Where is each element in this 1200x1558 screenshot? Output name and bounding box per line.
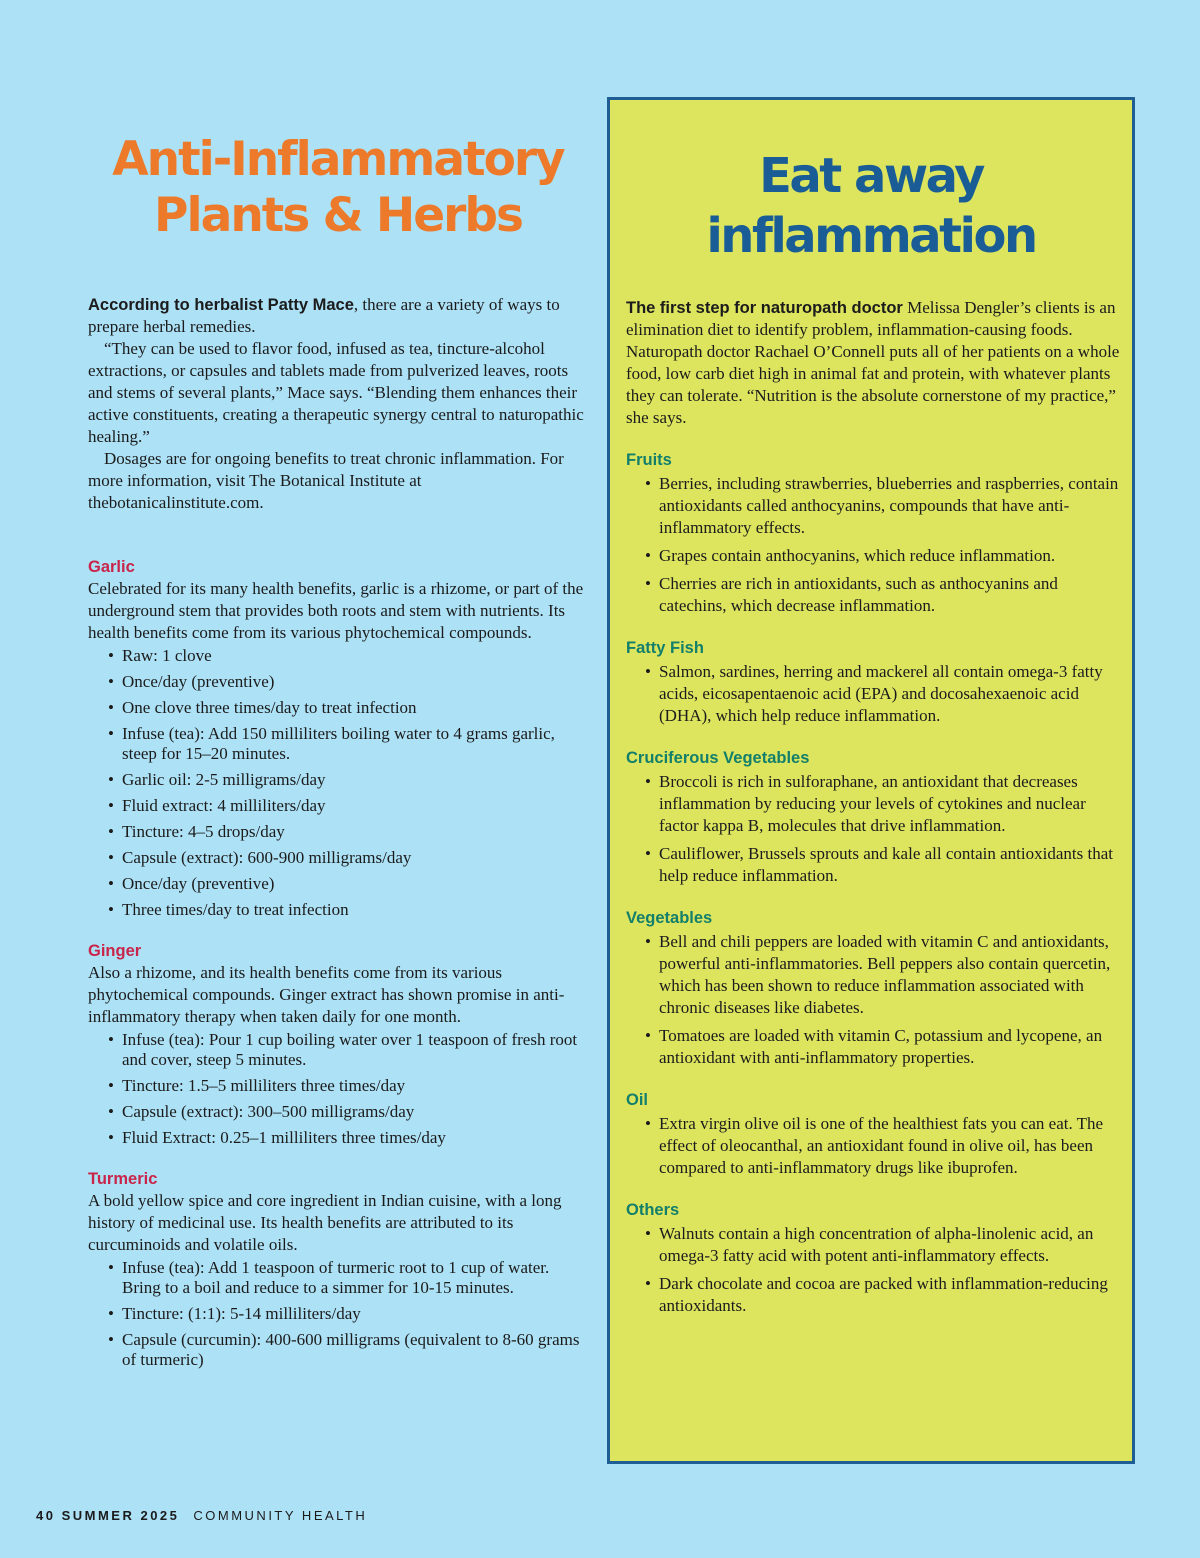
herb-turmeric [88, 1168, 588, 1370]
list-item: • Salmon, sardines, herring and mackerel all contain omega-3 fatty acids, eicosapentaenoic acid (EPA) and docosahexaenoic acid (DHA), which help reduce inflammation. [659, 661, 1126, 727]
sidebar-intro-rest: Melissa Dengler’s clients is an elimination diet to identify problem, inflammation-causing foods. Naturopath doctor Rachael O’Connell puts all of her patients on a whole food, low carb diet high in animal fat and protein, with whatever plants they can tolerate. “Nutrition is the absolute cornerstone of my practice,” she says. [626, 298, 1120, 427]
section-heading: Oil [626, 1091, 649, 1109]
herb-description: A bold yellow spice and core ingredient in Indian cuisine, with a long history of medicinal use. Its health benefits are attributed to its curcuminoids and volatile oils. [88, 1191, 562, 1254]
herb-heading: Ginger [88, 942, 142, 960]
list-item: • Capsule (extract): 600-900 milligrams/day [122, 848, 588, 868]
list-item: • Infuse (tea): Add 150 milliliters boiling water to 4 grams garlic, steep for 15–20 minutes. [122, 724, 588, 764]
list-item: • Three times/day to treat infection [122, 900, 588, 920]
herb-dosage-list [88, 646, 588, 920]
list-item: • Tomatoes are loaded with vitamin C, potassium and lycopene, an antioxidant with anti-inflammatory properties. [659, 1025, 1126, 1069]
list-item: • Tincture: (1:1): 5-14 milliliters/day [122, 1304, 588, 1324]
sidebar-title [610, 146, 1132, 266]
article-title-line-1: Anti-Inflammatory [112, 132, 564, 187]
herb-heading: Turmeric [88, 1170, 158, 1188]
list-item: • Walnuts contain a high concentration of alpha-linolenic acid, an omega-3 fatty acid with potent anti-inflammatory effects. [659, 1223, 1126, 1267]
list-item: • Cauliflower, Brussels sprouts and kale all contain antioxidants that help reduce inflammation. [659, 843, 1126, 887]
article-title [78, 132, 598, 244]
list-item: • Capsule (extract): 300–500 milligrams/day [122, 1102, 588, 1122]
sidebar-box [607, 97, 1135, 1464]
section-list [626, 931, 1126, 1069]
article-title-line-2: Plants & Herbs [154, 188, 522, 243]
section-fatty-fish [626, 637, 1126, 727]
sidebar-intro [626, 297, 1126, 429]
list-item: • Berries, including strawberries, blueberries and raspberries, contain antioxidants called anthocyanins, compounds that have anti-inflammatory effects. [659, 473, 1126, 539]
herb-ginger [88, 940, 588, 1148]
list-item: • Once/day (preventive) [122, 672, 588, 692]
folio-publication: COMMUNITY HEALTH [193, 1508, 368, 1523]
list-item: • Fluid Extract: 0.25–1 milliliters three times/day [122, 1128, 588, 1148]
herb-description: Also a rhizome, and its health benefits come from its various phytochemical compounds. Ginger extract has shown promise in anti-inflammatory therapy when taken daily for one month. [88, 963, 565, 1026]
section-list [626, 661, 1126, 727]
section-heading: Fatty Fish [626, 639, 704, 657]
section-vegetables [626, 907, 1126, 1069]
section-cruciferous-vegetables [626, 747, 1126, 887]
sidebar-intro-lead: The first step for naturopath doctor [626, 299, 903, 317]
list-item: • Extra virgin olive oil is one of the healthiest fats you can eat. The effect of oleocanthal, an antioxidant found in olive oil, has been compared to anti-inflammatory drugs like ibuprofen. [659, 1113, 1126, 1179]
list-item: • Infuse (tea): Add 1 teaspoon of turmeric root to 1 cup of water. Bring to a boil and reduce to a simmer for 10-15 minutes. [122, 1258, 588, 1298]
section-list [626, 473, 1126, 617]
intro-lead: According to herbalist Patty Mace [88, 296, 354, 314]
intro-paragraph-2: “They can be used to flavor food, infused as tea, tincture-alcohol extractions, or capsules and tablets made from pulverized leaves, roots and stems of several plants,” Mace says. “Blending them enhances their active constituents, creating a therapeutic synergy central to naturopathic healing.” [88, 339, 584, 446]
section-heading: Vegetables [626, 909, 713, 927]
list-item: • Fluid extract: 4 milliliters/day [122, 796, 588, 816]
list-item: • Grapes contain anthocyanins, which reduce inflammation. [659, 545, 1126, 567]
section-heading: Others [626, 1201, 680, 1219]
article-intro [88, 294, 588, 514]
folio-issue: 40 SUMMER 2025 [36, 1508, 180, 1523]
list-item: • Garlic oil: 2-5 milligrams/day [122, 770, 588, 790]
section-list [626, 1113, 1126, 1179]
intro-paragraph-3: Dosages are for ongoing benefits to treat chronic inflammation. For more information, visit The Botanical Institute at thebotanicalinstitute.com. [88, 449, 564, 512]
left-article [88, 132, 588, 1376]
intro-p1-rest: , there are a variety of ways to prepare herbal remedies. [88, 295, 560, 336]
herb-heading: Garlic [88, 558, 135, 576]
list-item: • Capsule (curcumin): 400-600 milligrams (equivalent to 8-60 grams of turmeric) [122, 1330, 588, 1370]
section-list [626, 1223, 1126, 1317]
intro-paragraph-1 [88, 294, 588, 338]
herb-dosage-list [88, 1258, 588, 1370]
section-heading: Fruits [626, 451, 672, 469]
list-item: • One clove three times/day to treat infection [122, 698, 588, 718]
section-list [626, 771, 1126, 887]
page-footer [36, 1508, 367, 1523]
list-item: • Tincture: 4–5 drops/day [122, 822, 588, 842]
list-item: • Tincture: 1.5–5 milliliters three times/day [122, 1076, 588, 1096]
list-item: • Once/day (preventive) [122, 874, 588, 894]
herb-garlic [88, 556, 588, 920]
list-item: • Raw: 1 clove [122, 646, 588, 666]
sidebar-body [626, 297, 1126, 1323]
list-item: • Infuse (tea): Pour 1 cup boiling water over 1 teaspoon of fresh root and cover, steep 5 minutes. [122, 1030, 588, 1070]
section-heading: Cruciferous Vegetables [626, 749, 810, 767]
sidebar-title-line-1: Eat away [759, 148, 983, 204]
sidebar-title-line-2: inflammation [706, 208, 1036, 264]
list-item: • Cherries are rich in antioxidants, such as anthocyanins and catechins, which decrease inflammation. [659, 573, 1126, 617]
herb-description: Celebrated for its many health benefits, garlic is a rhizome, or part of the underground stem that provides both roots and stem with nutrients. Its health benefits come from its various phytochemical compounds. [88, 579, 584, 642]
list-item: • Bell and chili peppers are loaded with vitamin C and antioxidants, powerful anti-inflammatories. Bell peppers also contain quercetin, which has been shown to reduce inflammation associated with chronic diseases like diabetes. [659, 931, 1126, 1019]
herb-dosage-list [88, 1030, 588, 1148]
section-oil [626, 1089, 1126, 1179]
list-item: • Broccoli is rich in sulforaphane, an antioxidant that decreases inflammation by reducing your levels of cytokines and nuclear factor kappa B, molecules that drive inflammation. [659, 771, 1126, 837]
section-fruits [626, 449, 1126, 617]
section-others [626, 1199, 1126, 1317]
list-item: • Dark chocolate and cocoa are packed with inflammation-reducing antioxidants. [659, 1273, 1126, 1317]
